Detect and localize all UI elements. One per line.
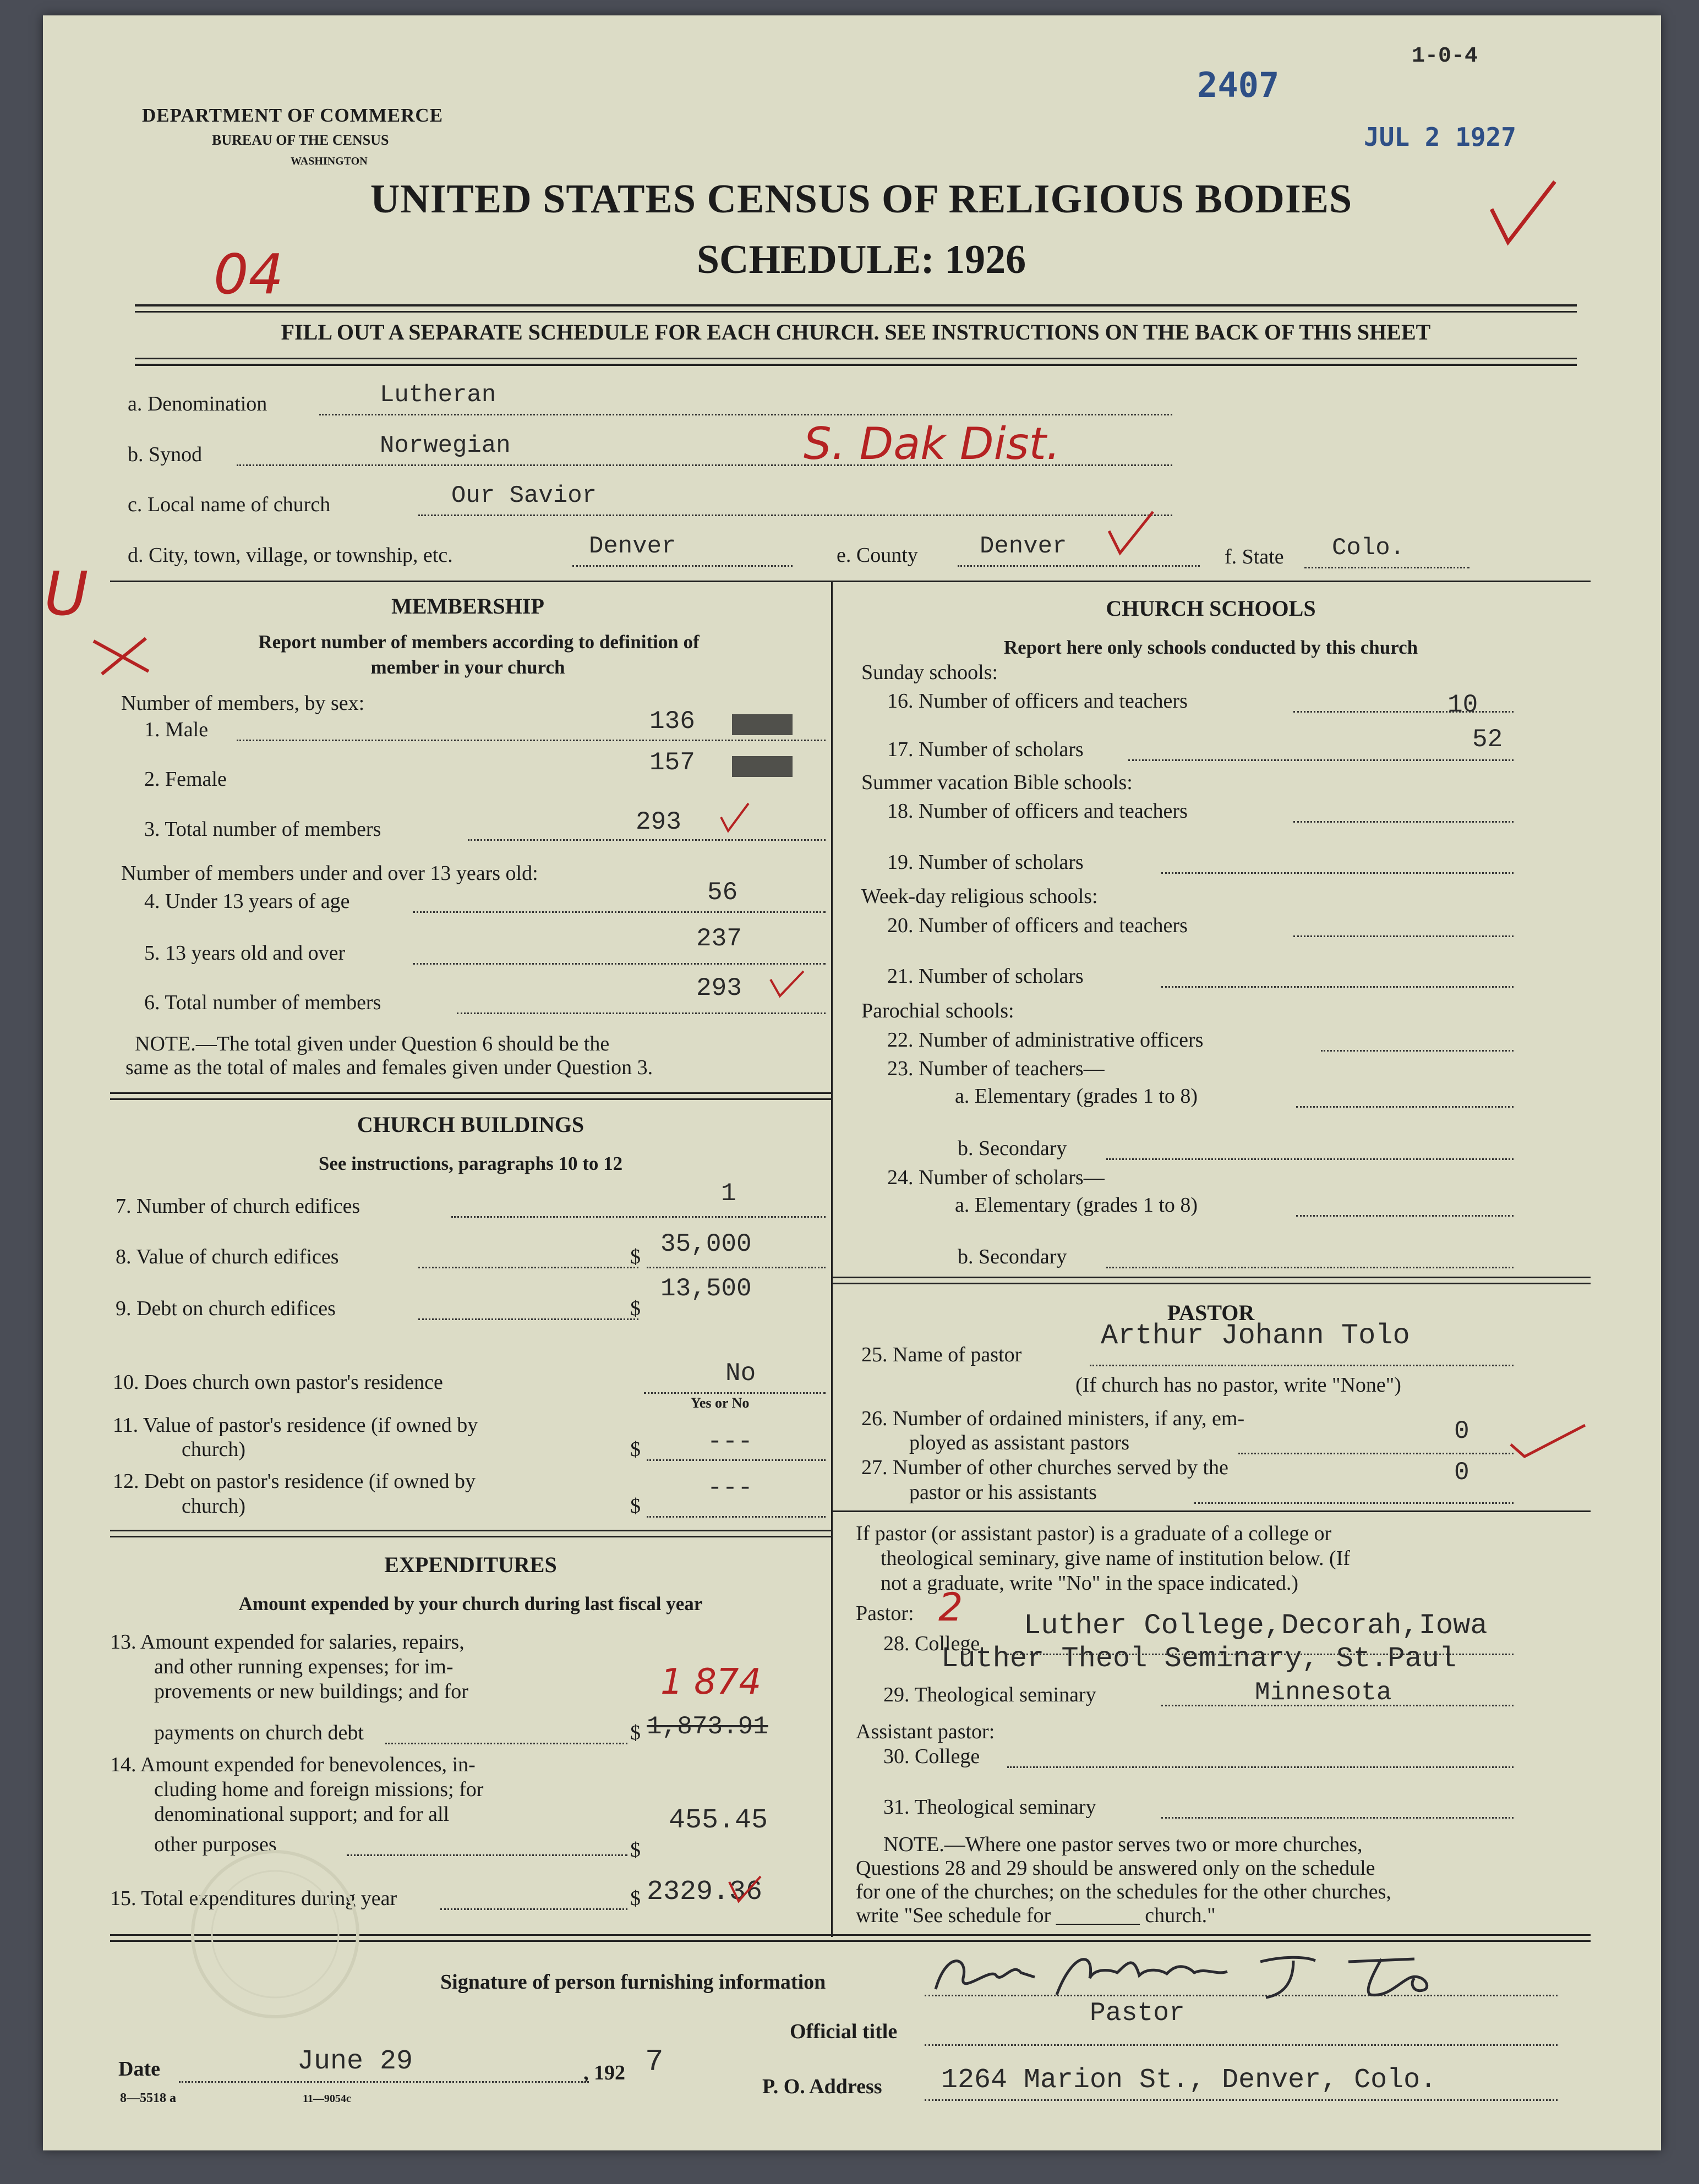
- q10-label: 10. Does church own pastor's residence: [113, 1371, 443, 1394]
- bureau-label: BUREAU OF THE CENSUS: [212, 132, 389, 148]
- q17-label: 17. Number of scholars: [887, 738, 1084, 761]
- dept-label: DEPARTMENT OF COMMERCE: [142, 105, 444, 126]
- form-code-2: 11—9054c: [303, 2093, 351, 2105]
- q15-total-field[interactable]: 2329.36: [647, 1876, 763, 1908]
- summer-heading: Summer vacation Bible schools:: [861, 771, 1133, 794]
- city-label: WASHINGTON: [291, 155, 368, 167]
- stamp-number: 2407: [1197, 65, 1280, 105]
- membership-intro-2: member in your church: [370, 656, 565, 678]
- pen-2-mark: 2: [938, 1585, 963, 1630]
- q12-dollar: $: [630, 1495, 641, 1518]
- q19-label: 19. Number of scholars: [887, 851, 1084, 874]
- q13-label-1: 13. Amount expended for salaries, repairs,: [110, 1630, 465, 1654]
- q12-debt-field[interactable]: ---: [707, 1474, 753, 1502]
- pen-code: 04: [214, 242, 284, 306]
- q10-residence-field[interactable]: No: [725, 1359, 756, 1388]
- received-date-stamp: JUL 2 1927: [1364, 122, 1516, 152]
- q13-label-4: payments on church debt: [154, 1721, 364, 1744]
- q29-seminary-field[interactable]: Luther Theol Seminary, St.Paul: [941, 1643, 1457, 1675]
- date-label: Date: [118, 2057, 160, 2081]
- q16-label: 16. Number of officers and teachers: [887, 689, 1188, 713]
- pastor-note-1: NOTE.—Where one pastor serves two or more churches,: [883, 1833, 1363, 1856]
- q9-label: 9. Debt on church edifices: [116, 1297, 336, 1320]
- q12-label-2: church): [182, 1495, 246, 1518]
- pastor-note-3: for one of the churches; on the schedules for the other churches,: [856, 1880, 1391, 1903]
- age-heading: Number of members under and over 13 years old:: [121, 862, 538, 885]
- graduate-note-3: not a graduate, write "No" in the space indicated.): [881, 1572, 1299, 1595]
- state-field[interactable]: Colo.: [1332, 534, 1405, 562]
- form-title: UNITED STATES CENSUS OF RELIGIOUS BODIES: [370, 177, 1353, 222]
- schedule-year: SCHEDULE: 1926: [696, 237, 1026, 282]
- q13-value-field[interactable]: 1,873.91: [647, 1712, 768, 1741]
- q18-label: 18. Number of officers and teachers: [887, 800, 1188, 823]
- pastor-subheading: Pastor:: [856, 1602, 914, 1625]
- weekday-heading: Week-day religious schools:: [861, 885, 1098, 908]
- q24-label: 24. Number of scholars—: [887, 1166, 1105, 1189]
- q29-label: 29. Theological seminary: [883, 1683, 1096, 1706]
- signature-label: Signature of person furnishing information: [440, 1970, 826, 1994]
- synod-label: b. Synod: [128, 443, 203, 466]
- q5-over13-field[interactable]: 237: [696, 924, 742, 953]
- yes-no-hint: Yes or No: [691, 1395, 750, 1411]
- buildings-title: CHURCH BUILDINGS: [357, 1112, 584, 1137]
- q21-label: 21. Number of scholars: [887, 965, 1084, 988]
- membership-intro-1: Report number of members according to definition of: [258, 631, 700, 653]
- q4-under13-field[interactable]: 56: [707, 878, 738, 907]
- pen-u-mark: U: [44, 559, 89, 629]
- schools-title: CHURCH SCHOOLS: [1106, 596, 1316, 621]
- q26-field[interactable]: 0: [1454, 1417, 1469, 1446]
- city-label-d: d. City, town, village, or township, etc.: [128, 544, 453, 567]
- q30-label: 30. College: [883, 1745, 980, 1768]
- state-label: f. State: [1225, 545, 1284, 568]
- membership-note-2: same as the total of males and females given under Question 3.: [125, 1056, 653, 1079]
- q9-dollar: $: [630, 1297, 641, 1320]
- q23a-label: a. Elementary (grades 1 to 8): [955, 1085, 1198, 1108]
- by-sex-heading: Number of members, by sex:: [121, 692, 365, 715]
- q1-label: 1. Male: [144, 718, 209, 741]
- q31-label: 31. Theological seminary: [883, 1796, 1096, 1819]
- county-field[interactable]: Denver: [980, 533, 1067, 560]
- q13-dollar: $: [630, 1721, 641, 1744]
- q11-label-1: 11. Value of pastor's residence (if owned by: [113, 1414, 478, 1437]
- denomination-label: a. Denomination: [128, 392, 267, 415]
- membership-title: MEMBERSHIP: [391, 594, 544, 618]
- address-field[interactable]: 1264 Marion St., Denver, Colo.: [941, 2065, 1437, 2096]
- embossed-seal: [182, 1843, 369, 2025]
- buildings-subtitle: See instructions, paragraphs 10 to 12: [318, 1153, 623, 1174]
- q26-label-1: 26. Number of ordained ministers, if any, em-: [861, 1407, 1245, 1430]
- q28-label: 28. College: [883, 1632, 980, 1655]
- expenditures-title: EXPENDITURES: [384, 1552, 557, 1577]
- q11-value-field[interactable]: ---: [707, 1427, 753, 1456]
- q5-label: 5. 13 years old and over: [144, 942, 346, 965]
- pastor-signature: [930, 1945, 1453, 2006]
- q22-label: 22. Number of administrative officers: [887, 1028, 1204, 1052]
- q27-label-2: pastor or his assistants: [909, 1481, 1097, 1504]
- pen-district-note: S. Dak Dist.: [804, 418, 1061, 469]
- check-mark-icon: [1486, 176, 1558, 248]
- q3-label: 3. Total number of members: [144, 818, 381, 841]
- q25-label: 25. Name of pastor: [861, 1343, 1022, 1366]
- check-mark-icon: [1508, 1422, 1591, 1461]
- q29-seminary-field-2[interactable]: Minnesota: [1255, 1678, 1392, 1707]
- check-mark-icon: [1106, 509, 1156, 559]
- check-mark-icon: [718, 801, 751, 834]
- year-prefix: , 192: [583, 2061, 625, 2084]
- pastor-note-4: write "See schedule for ________ church.": [856, 1904, 1216, 1927]
- q20-label: 20. Number of officers and teachers: [887, 914, 1188, 937]
- q23b-label: b. Secondary: [958, 1137, 1067, 1160]
- q25-note: (If church has no pastor, write "None"): [1075, 1373, 1401, 1397]
- q16-field[interactable]: 10: [1447, 691, 1478, 719]
- sunday-heading: Sunday schools:: [861, 661, 998, 684]
- parochial-heading: Parochial schools:: [861, 999, 1014, 1022]
- q27-label-1: 27. Number of other churches served by the: [861, 1456, 1228, 1479]
- q15-dollar: $: [630, 1887, 641, 1910]
- q7-edifices-field[interactable]: 1: [721, 1179, 736, 1208]
- q28-college-field[interactable]: Luther College,Decorah,Iowa: [1024, 1610, 1488, 1642]
- check-mark-icon: [768, 968, 806, 1001]
- q7-label: 7. Number of church edifices: [116, 1195, 360, 1218]
- q13-label-3: provements or new buildings; and for: [154, 1680, 468, 1703]
- q9-debt-field[interactable]: 13,500: [660, 1274, 752, 1303]
- q14-value-field[interactable]: 455.45: [669, 1805, 768, 1836]
- q26-label-2: ployed as assistant pastors: [909, 1431, 1130, 1454]
- q3-total-field[interactable]: 293: [636, 808, 681, 836]
- q24a-label: a. Elementary (grades 1 to 8): [955, 1194, 1198, 1217]
- membership-note-1: NOTE.—The total given under Question 6 should be the: [135, 1032, 610, 1055]
- q15-label: 15. Total expenditures during year: [110, 1887, 397, 1910]
- q14-label-2: cluding home and foreign missions; for: [154, 1778, 484, 1801]
- instruction-banner: FILL OUT A SEPARATE SCHEDULE FOR EACH CHURCH. SEE INSTRUCTIONS ON THE BACK OF THIS SHEET: [281, 320, 1431, 344]
- city-field[interactable]: Denver: [589, 533, 676, 560]
- q11-dollar: $: [630, 1438, 641, 1461]
- denomination-field[interactable]: Lutheran: [380, 381, 496, 409]
- q8-label: 8. Value of church edifices: [116, 1245, 339, 1268]
- schools-subtitle: Report here only schools conducted by this church: [1003, 637, 1418, 658]
- q2-label: 2. Female: [144, 768, 227, 791]
- q6-label: 6. Total number of members: [144, 991, 381, 1014]
- pastor-note-2: Questions 28 and 29 should be answered only on the schedule: [856, 1857, 1375, 1880]
- q12-label-1: 12. Debt on pastor's residence (if owned by: [113, 1470, 476, 1493]
- q2-female-field[interactable]: 157: [649, 748, 695, 777]
- struck-out-text: [732, 714, 793, 735]
- year-digit-field[interactable]: 7: [645, 2044, 664, 2079]
- pastor-title: PASTOR: [1167, 1300, 1255, 1325]
- q14-label-1: 14. Amount expended for benevolences, in-: [110, 1753, 476, 1776]
- synod-field[interactable]: Norwegian: [380, 432, 511, 459]
- q14-label-3: denominational support; and for all: [154, 1803, 450, 1826]
- q13-label-2: and other running expenses; for im-: [154, 1655, 454, 1678]
- church-name-label: c. Local name of church: [128, 493, 331, 516]
- graduate-note-1: If pastor (or assistant pastor) is a graduate of a college or: [856, 1522, 1332, 1545]
- form-code-1: 8—5518 a: [120, 2091, 176, 2105]
- q14-dollar: $: [630, 1838, 641, 1862]
- q8-value-field[interactable]: 35,000: [660, 1230, 752, 1258]
- official-title-field[interactable]: Pastor: [1090, 1999, 1185, 2028]
- assistant-subheading: Assistant pastor:: [856, 1720, 995, 1743]
- q27-field[interactable]: 0: [1454, 1458, 1469, 1487]
- q4-label: 4. Under 13 years of age: [144, 890, 350, 913]
- q17-field[interactable]: 52: [1472, 725, 1503, 754]
- q14-label-4: other purposes: [154, 1833, 277, 1856]
- struck-out-text: [732, 756, 793, 777]
- graduate-note-2: theological seminary, give name of institution below. (If: [881, 1547, 1351, 1570]
- official-title-label: Official title: [790, 2020, 898, 2043]
- check-mark-icon: [726, 1874, 765, 1907]
- church-name-field[interactable]: Our Savior: [451, 482, 597, 510]
- pen-corrected-amount: 1 874: [660, 1662, 762, 1703]
- address-label: P. O. Address: [762, 2075, 882, 2098]
- q23-label: 23. Number of teachers—: [887, 1057, 1105, 1080]
- q1-male-field[interactable]: 136: [649, 707, 695, 736]
- q24b-label: b. Secondary: [958, 1245, 1067, 1268]
- q11-label-2: church): [182, 1438, 246, 1461]
- date-field[interactable]: June 29: [297, 2046, 413, 2077]
- q8-dollar: $: [630, 1245, 641, 1268]
- county-label: e. County: [837, 544, 918, 567]
- expenditures-subtitle: Amount expended by your church during last fiscal year: [238, 1593, 703, 1614]
- q25-pastor-name-field[interactable]: Arthur Johann Tolo: [1101, 1320, 1410, 1352]
- q6-total-field[interactable]: 293: [696, 974, 742, 1003]
- file-code: 1-0-4: [1412, 44, 1478, 69]
